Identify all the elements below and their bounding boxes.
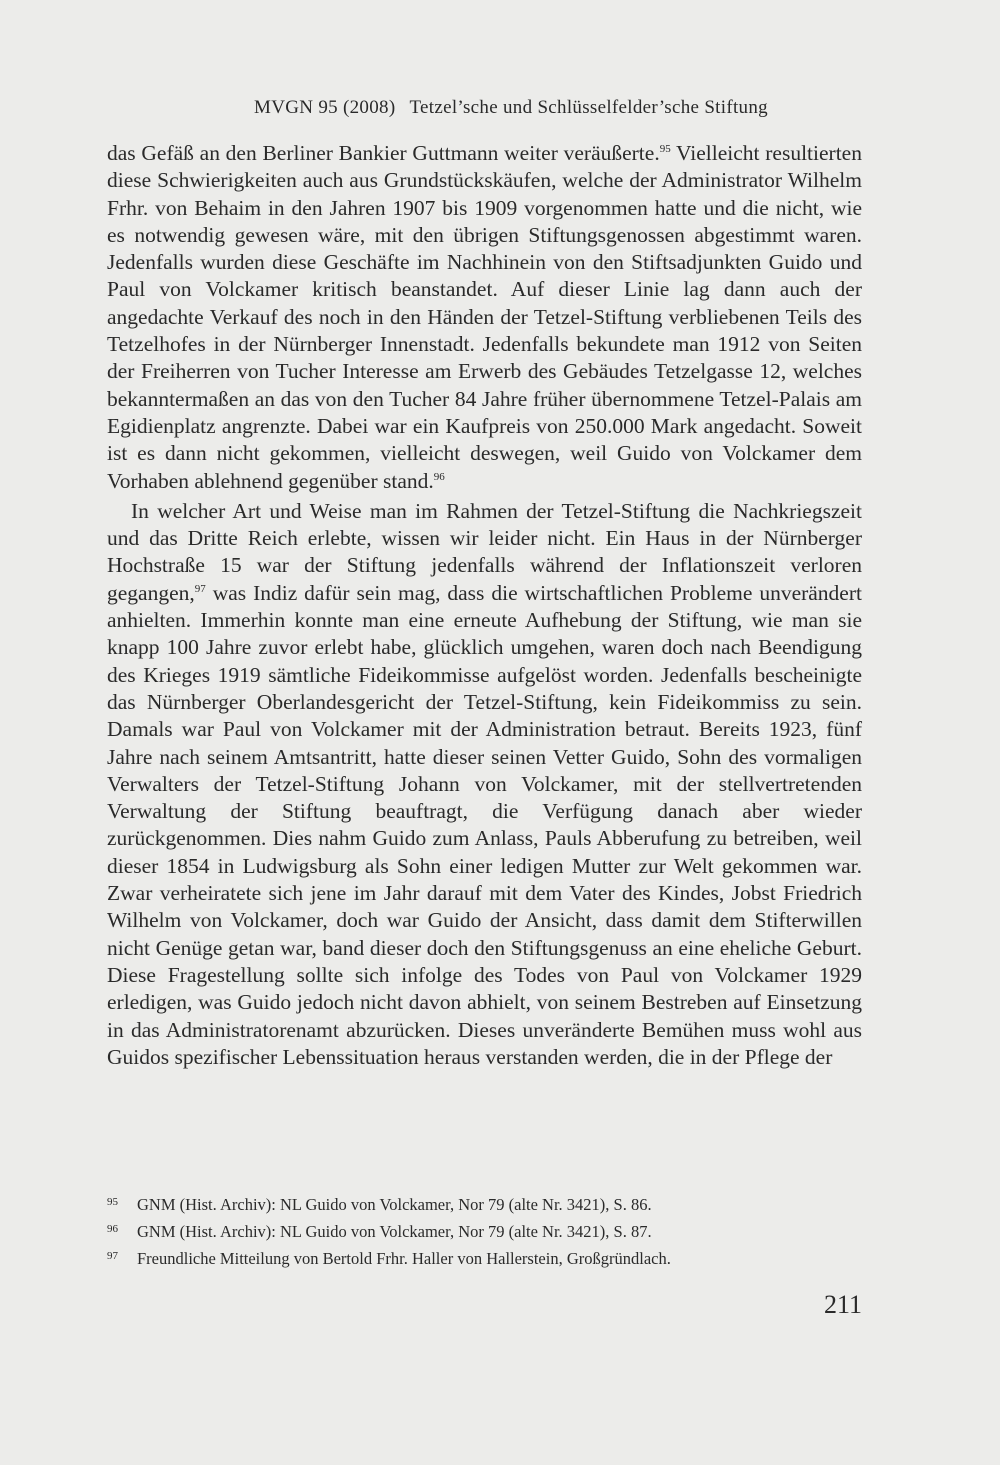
paragraph-text: Vielleicht resultierten diese Schwierigkeiten auch aus Grundstückskäufen, welche der Administrator Wilhelm Frhr. von Behaim in den Jahren 1907 bis 1909 vorgenommen hatte und die nicht, wie es notwendig gewesen wäre, mit den übrigen Stiftungsgenossen abgestimmt waren. Jedenfalls wurden diese Geschäfte im Nachhinein von den Stiftsadjunkten Guido und Paul von Volckamer kritisch beanstandet. Auf dieser Linie lag dann auch der angedachte Verkauf des noch in den Händen der Tetzel-Stiftung verbliebenen Teils des Tetzelhofes in der Nürnberger Innenstadt. Jedenfalls bekundete man 1912 von Seiten der Freiherren von Tucher Interesse am Erwerb des Gebäudes Tetzelgasse 12, welches bekanntermaßen an das von den Tucher 84 Jahre früher übernommene Tetzel-Palais am Egidienplatz angrenzte. Dabei war ein Kaufpreis von 250.000 Mark angedacht. Soweit ist es dann nicht gekommen, vielleicht deswegen, weil Guido von Volckamer dem Vorhaben ablehnend gegenüber stand. <box>107 141 862 493</box>
paragraph-text: was Indiz dafür sein mag, dass die wirtschaftlichen Probleme unverändert anhielten. Immerhin konnte man eine erneute Aufhebung der Stiftung, wie man sie knapp 100 Jahre zuvor erlebt habe, glücklich umgehen, waren doch nach Beendigung des Krieges 1919 sämtliche Fideikommisse aufgelöst worden. Jedenfalls bescheinigte das Nürnberger Oberlandesgericht der Tetzel-Stiftung, kein Fideikommiss zu sein. Damals war Paul von Volckamer mit der Administration betraut. Bereits 1923, fünf Jahre nach seinem Amtsantritt, hatte dieser seinen Vetter Guido, Sohn des vormaligen Verwalters der Tetzel-Stiftung Johann von Volckamer, mit der stellvertretenden Verwaltung der Stiftung beauftragt, die Verfügung danach aber wieder zurückgenommen. Dies nahm Guido zum Anlass, Pauls Abberufung zu betreiben, weil dieser 1854 in Ludwigsburg als Sohn einer ledigen Mutter zur Welt gekommen war. Zwar verheiratete sich jene im Jahr darauf mit dem Vater des Kindes, Jobst Friedrich Wilhelm von Volckamer, doch war Guido der Ansicht, dass damit dem Stifterwillen nicht Genüge getan war, band dieser doch den Stiftungsgenuss an eine eheliche Geburt. Diese Fragestellung sollte sich infolge des Todes von Paul von Volckamer 1929 erledigen, was Guido jedoch nicht davon abhielt, von seinem Bestreben auf Einsetzung in das Administratorenamt abzurücken. Dieses unveränderte Bemühen muss wohl aus Guidos spezifischer Lebenssituation heraus verstanden werden, die in der Pflege der <box>107 580 862 1069</box>
paragraph <box>107 140 862 495</box>
body-text <box>107 140 862 1071</box>
footnote-number: 96 <box>107 1223 118 1235</box>
footnote-reference: 95 <box>659 142 671 155</box>
footnote-text: GNM (Hist. Archiv): NL Guido von Volckamer, Nor 79 (alte Nr. 3421), S. 87. <box>137 1222 652 1241</box>
footnote-number: 97 <box>107 1250 118 1262</box>
article-title: Tetzel’sche und Schlüsselfelder’sche Stiftung <box>409 97 768 118</box>
footnote-text: Freundliche Mitteilung von Bertold Frhr. Haller von Hallerstein, Großgründlach. <box>137 1249 671 1268</box>
paragraph-text: In welcher Art und Weise man im Rahmen der Tetzel-Stiftung die Nachkriegszeit und das Dritte Reich erlebte, wissen wir leider nicht. Ein Haus in der Nürnberger Hochstraße 15 war der Stiftung jedenfalls während der Inflationszeit verloren gegangen, <box>107 498 862 605</box>
footnote <box>107 1217 862 1244</box>
page-number: 211 <box>823 1290 862 1319</box>
footnote <box>107 1244 862 1271</box>
footnote-text: GNM (Hist. Archiv): NL Guido von Volckamer, Nor 79 (alte Nr. 3421), S. 86. <box>137 1195 652 1214</box>
footnote <box>107 1190 862 1217</box>
footnote-number: 95 <box>107 1196 118 1208</box>
journal-reference: MVGN 95 (2008) <box>254 97 396 118</box>
running-header <box>0 98 1000 117</box>
footnote-reference: 97 <box>194 582 206 595</box>
footnotes <box>107 1190 862 1271</box>
paragraph-text: das Gefäß an den Berliner Bankier Guttmann weiter veräußerte. <box>107 141 660 165</box>
paragraph <box>107 498 862 1071</box>
footnote-reference: 96 <box>433 470 445 483</box>
